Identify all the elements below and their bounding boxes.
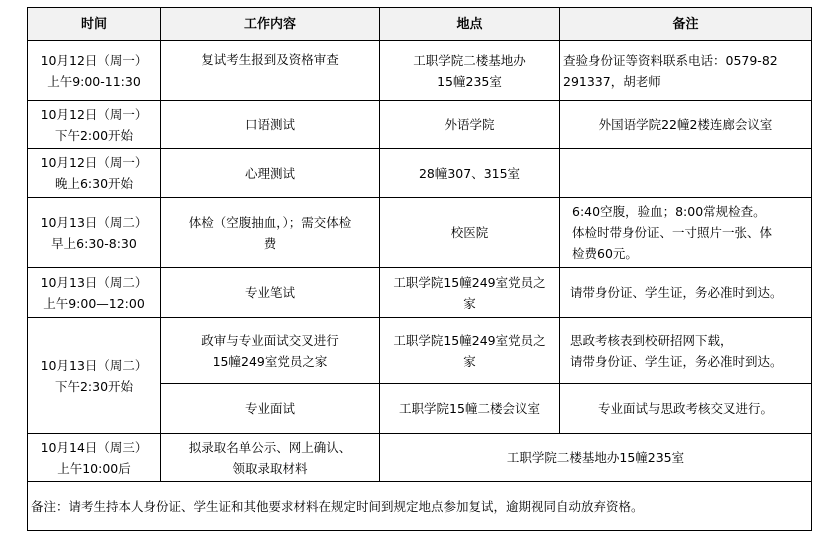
cell-location [380,318,560,384]
table-row [28,101,812,149]
table-row [28,434,812,482]
time-date: 10月13日（周二） [40,214,148,230]
time-range: 下午2:00开始 [54,127,134,143]
content-line: 政审与专业面试交叉进行 [201,332,339,348]
footer-row [28,482,812,531]
location-line: 工职学院15幢二楼会议室 [399,401,540,416]
cell-remark [560,101,812,149]
footer-text: 备注：请考生持本人身份证、学生证和其他要求材料在规定时间到规定地点参加复试，逾期视同自动放弃资格。 [31,498,644,514]
content-text: 口语测试 [244,117,295,132]
time-range: 上午10:00后 [57,460,131,476]
time-range: 早上6:30-8:30 [51,235,137,251]
cell-location [380,198,560,268]
cell-location [380,101,560,149]
cell-time [28,149,161,198]
content-text: 专业面试 [244,401,295,416]
time-date: 10月13日（周二） [40,274,148,290]
cell-location-merged [380,434,812,482]
remark-line: 查验身份证等资料联系电话：0579-82 [563,52,778,68]
cell-time [28,101,161,149]
location-line: 家 [463,295,476,311]
remark-line: 体检时带身份证、一寸照片一张、体 [572,225,773,240]
cell-remark [560,318,812,384]
cell-content [161,101,380,149]
remark-line: 291337，胡老师 [563,73,661,89]
cell-location [380,41,560,101]
cell-content [161,434,380,482]
table-row [28,149,812,198]
cell-remark [560,268,812,318]
location-line: 工职学院二楼基地办 [413,52,526,68]
header-time: 时间 [28,8,161,41]
content-text: 复试考生报到及资格审查 [201,52,339,67]
remark-line: 外国语学院22幢2楼连廊会议室 [598,117,773,132]
content-line: 拟录取名单公示、网上确认、 [188,439,352,455]
cell-remark [560,41,812,101]
cell-remark-empty [560,149,812,198]
cell-time [28,434,161,482]
cell-time [28,268,161,318]
cell-time [28,318,161,434]
header-remark: 备注 [560,8,812,41]
cell-content [161,268,380,318]
location-line: 15幢235室 [437,73,502,89]
time-range: 上午9:00—12:00 [43,295,145,311]
content-line: 费 [263,235,277,251]
time-date: 10月12日（周一） [40,106,148,122]
location-line: 家 [463,353,476,369]
time-date: 10月13日（周二） [40,357,148,373]
table-row [28,198,812,268]
table-row [28,268,812,318]
content-line: 领取录取材料 [232,460,308,476]
time-range: 上午9:00-11:30 [47,73,141,89]
time-date: 10月14日（周三） [40,439,148,455]
header-content: 工作内容 [161,8,380,41]
location-line: 外语学院 [444,117,495,132]
header-location: 地点 [380,8,560,41]
content-line: 体检（空腹抽血，）；需交体检 [188,214,352,230]
cell-remark [560,384,812,434]
remark-line: 请带身份证、学生证，务必准时到达。 [570,353,783,369]
cell-location [380,384,560,434]
remark-line: 专业面试与思政考核交叉进行。 [597,401,773,416]
header-row [28,8,812,41]
location-line: 工职学院15幢249室党员之 [393,332,546,348]
cell-content [161,318,380,384]
remark-line: 思政考核表到校研招网下载， [570,332,733,348]
footer-note [28,482,812,531]
cell-location [380,149,560,198]
location-line: 工职学院二楼基地办15幢235室 [506,450,685,465]
time-date: 10月12日（周一） [40,52,148,68]
cell-content [161,41,380,101]
content-line: 15幢249室党员之家 [212,353,328,369]
content-text: 专业笔试 [244,285,295,300]
location-line: 校医院 [450,225,489,240]
cell-content [161,149,380,198]
cell-content [161,198,380,268]
cell-remark [560,198,812,268]
location-line: 28幢307、315室 [418,165,521,181]
location-line: 工职学院15幢249室党员之 [393,274,546,290]
schedule-table [27,7,812,531]
remark-line: 请带身份证、学生证，务必准时到达。 [570,285,783,300]
remark-line: 6:40空腹，验血；8:00常规检查。 [572,204,766,219]
content-text: 心理测试 [244,165,295,181]
time-range: 晚上6:30开始 [54,176,134,191]
cell-content [161,384,380,434]
cell-time [28,198,161,268]
cell-time [28,41,161,101]
remark-line: 检费60元。 [572,246,638,261]
table-row [28,318,812,384]
cell-location [380,268,560,318]
time-range: 下午2:30开始 [54,378,134,394]
time-date: 10月12日（周一） [40,155,148,170]
table-row [28,41,812,101]
